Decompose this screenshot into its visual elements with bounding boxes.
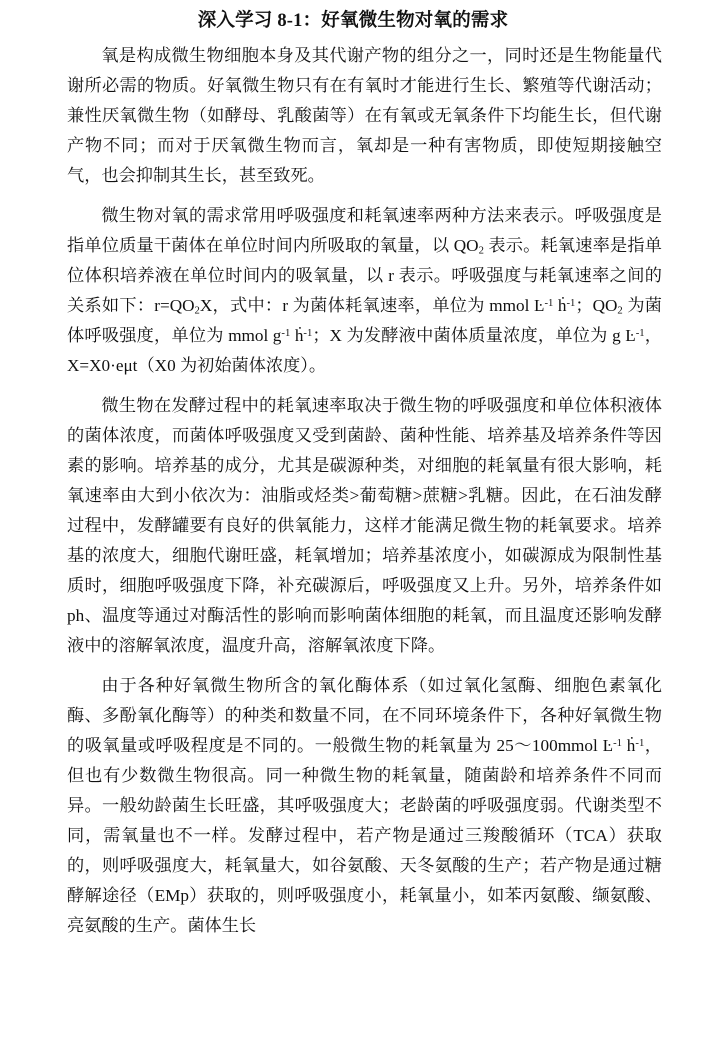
latin-run: r=QO — [154, 296, 195, 315]
superscript: -1 — [613, 738, 622, 750]
text-run: ，但也有少数微生物很高。同一种微生物的耗氧量，随菌龄和培养条件不同而异。一般幼龄菌生长旺盛，其呼吸强度大；老龄菌的呼吸强度弱。代谢类型不同，需氧量也不一样。发酵过程中，若产物是通过三羧酸循环（ — [67, 736, 662, 845]
text-run: 表示。呼吸强度与耗氧速率之间的关系如下： — [67, 266, 662, 315]
text-run: 、温度等通过对酶活性的影响而影响菌体细胞的耗氧，而且温度还影响发酵液中的溶解氧浓度，温度升高，溶解氧浓度下降。 — [67, 606, 662, 655]
paragraph-3 — [67, 391, 662, 661]
text-run: ）获取的，则呼吸强度大，耗氧量大，如谷氨酸、天冬氨酸的生产；若产物是通过糖酵解途径（ — [67, 826, 662, 905]
page-title: 深入学习 8-1：好氧微生物对氧的需求 — [197, 11, 509, 31]
latin-run: TCA — [573, 826, 608, 845]
latin-run: mmol Ŀ — [489, 296, 545, 315]
subscript: 2 — [478, 245, 484, 257]
superscript: -1 — [281, 328, 291, 340]
paragraph-4 — [67, 671, 662, 941]
superscript: -1 — [303, 328, 313, 340]
text-run: ； — [312, 326, 330, 345]
text-run: 为菌体耗氧速率，单位为 — [288, 296, 490, 315]
latin-run: X=X0·eμt — [67, 356, 138, 375]
latin-run: X0 — [154, 356, 176, 375]
subscript: 2 — [194, 305, 200, 317]
latin-run: 25～100mmol Ŀ — [496, 736, 614, 755]
document-body — [67, 41, 662, 941]
text-run: 为初始菌体浓度）。 — [175, 356, 327, 375]
superscript: -1 — [635, 738, 645, 750]
superscript: -1 — [566, 298, 576, 310]
text-run: （ — [137, 356, 155, 375]
text-run: ，式中： — [212, 296, 283, 315]
latin-run: EMp — [154, 886, 189, 905]
text-run: 为菌体呼吸强度，单位为 — [67, 296, 662, 345]
latin-run: X — [329, 326, 342, 345]
text-run: ）获取的，则呼吸强度小，耗氧量小，如苯丙氨酸、缬氨酸、亮氨酸的生产。菌体生长 — [67, 886, 662, 935]
text-run: ， — [644, 326, 662, 345]
latin-run: QO — [453, 236, 479, 255]
latin-run: ḣ — [290, 326, 304, 345]
latin-run: r — [282, 296, 289, 315]
latin-run: r — [388, 266, 394, 285]
paragraph-1: 氧是构成微生物细胞本身及其代谢产物的组分之一，同时还是生物能量代谢所必需的物质。好氧微生物只有在有氧时才能进行生长、繁殖等代谢活动；兼性厌氧微生物（如酵母、乳酸菌等）在有氧或无氧条件下均能生长，但代谢产物不同；而对于厌氧微生物而言，氧却是一种有害物质，即使短期接触空气，也会抑制其生长，甚至致死。 — [67, 46, 662, 185]
text-run: 表示。耗氧速率是指单位体积培养液在单位时间内的吸氧量，以 — [67, 236, 662, 285]
latin-run: X — [199, 296, 213, 315]
latin-run: g Ŀ — [612, 326, 636, 345]
superscript: -1 — [635, 328, 645, 340]
text-run: 为发酵液中菌体质量浓度，单位为 — [341, 326, 613, 345]
text-run: ； — [575, 296, 593, 315]
latin-run: mmol g — [228, 326, 282, 345]
text-run: 微生物在发酵过程中的耗氧速率取决于微生物的呼吸强度和单位体积液体的菌体浓度，而菌体呼吸强度又受到菌龄、菌种性能、培养基及培养条件等因素的影响。培养基的成分，尤其是碳源种类，对细胞的耗氧量有很大影响，耗氧速率由大到小依次为：油脂或烃类>葡萄糖>蔗糖>乳糖。因此，在石油发酵过程中，发酵罐要有良好的供氧能力，这样才能满足微生物的耗氧要求。培养基的浓度大，细胞代谢旺盛，耗氧增加；培养基浓度小，如碳源成为限制性基质时，细胞呼吸强度下降，补充碳源后，呼吸强度又上升。另外，培养条件如 — [67, 396, 662, 595]
latin-run: ph — [67, 606, 85, 625]
paragraph-2 — [67, 201, 662, 381]
text-run: 微生物对氧的需求常用呼吸强度和耗氧速率两种方法来表示。呼吸强度是指单位质量干菌体在单位时间内所吸取的氧量，以 — [67, 206, 662, 255]
superscript: -1 — [544, 298, 554, 310]
latin-run: ḣ — [622, 736, 636, 755]
latin-run: QO — [592, 296, 618, 315]
text-run: 由于各种好氧微生物所含的氧化酶体系（如过氧化氢酶、细胞色素氧化酶、多酚氧化酶等）的种类和数量不同，在不同环境条件下，各种好氧微生物的吸氧量或呼吸程度是不同的。一般微生物的耗氧量为 — [67, 676, 662, 755]
latin-run: ḣ — [553, 296, 567, 315]
subscript: 2 — [617, 305, 623, 317]
